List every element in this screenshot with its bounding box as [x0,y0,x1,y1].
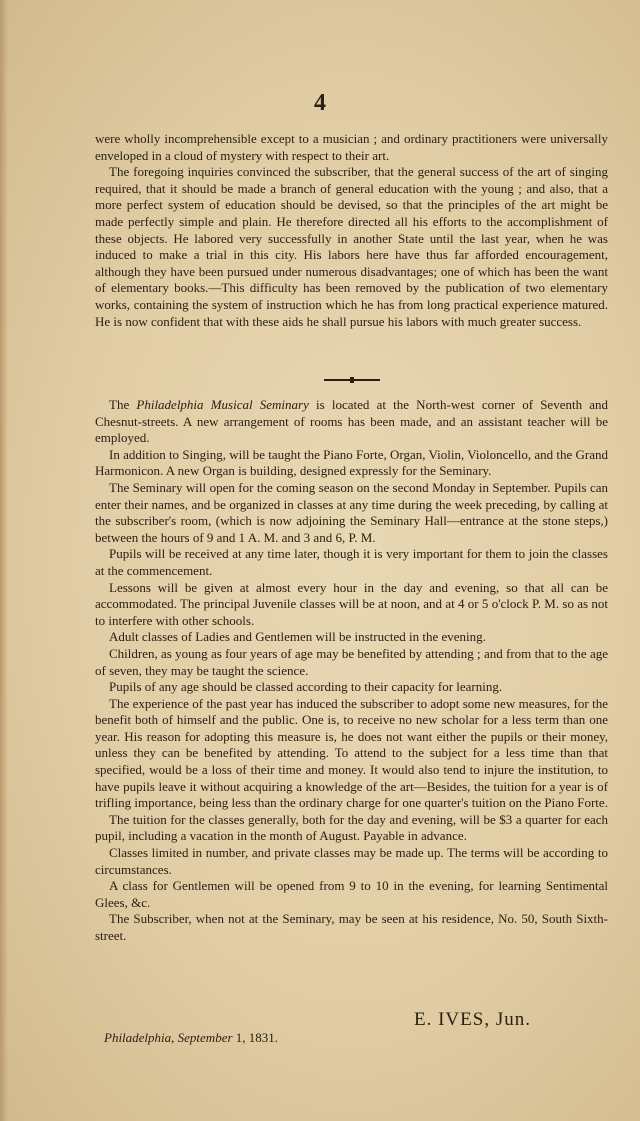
page-edge-shadow [0,0,8,1121]
dateline [104,1030,278,1046]
paragraph: Adult classes of Ladies and Gentlemen will be instructed in the evening. [109,629,486,645]
signature: E. IVES, Jun. [414,1009,531,1030]
paragraph: The Subscriber, when not at the Seminary, may be seen at his residence, No. 50, South Sixth-street. [95,911,608,943]
paragraph: Children, as young as four years of age may be benefited by attending ; and from that to the age of seven, they may be taught the science. [95,645,608,678]
intro-section [95,131,608,330]
page-number: 4 [314,90,326,116]
text-run: The [109,397,137,412]
seminary-name: Philadelphia Musical Seminary [136,397,309,412]
paragraph: Pupils will be received at any time later, though it is very important for them to join the classes at the commencement. [95,546,608,578]
seminary-notice [95,397,608,945]
paragraph: The tuition for the classes generally, both for the day and evening, will be $3 a quarter for each pupil, including a vacation in the month of August. Payable in advance. [95,811,608,844]
paragraph: The foregoing inquiries convinced the subscriber, that the general success of the art of singing required, that it should be made a branch of general education with the young ; and also, that a more perfect system of education should be devised, so that the principles of the art might be made perfectly simple and plain. He therefore directed all his efforts to the accomplishment of these objects. He labored very successfully in another State until the last year, when he was induced to make a trial in this city. His labors here have thus far afforded encouragement, although they have been pursued under numerous disadvantages; one of which has been the want of elementary books.—This difficulty has been removed by the publication of two elementary works, containing the system of instruction which he has from long practical experience matured. He is now confident that with these aids he shall pursue his labors with much greater success. [95,164,608,329]
text-run: is located at the North-west corner of Seventh and Chesnut-streets. A new arrangement of rooms has been made, and an assistant teacher will be employed. [95,397,609,446]
paragraph: The experience of the past year has induced the subscriber to adopt some new measures, for the benefit both of himself and the public. One is, to receive no new scholar for a less term than one year. His reason for adopting this measure is, he does not want either the pupils or their money, unless they can be benefited by attending. To attend to the subject for a less time than that specified, would be a loss of their time and money. It would also tend to injure the institution, to have pupils leave it without acquiring a knowledge of the art—Besides, the tuition for a year is of trifling importance, being less than the ordinary charge for one quarter's tuition on the Piano Forte. [95,695,608,811]
paragraph: The Seminary will open for the coming season on the second Monday in September. Pupils can enter their names, and be organized in classes at any time during the week preceding, by calling at the subscriber's room, (which is now adjoining the Seminary Hall—entrance at the stone steps,) between the hours of 9 and 1 A. M. and 3 and 6, P. M. [95,479,608,545]
paragraph [95,397,608,447]
dateline-place: Philadelphia, September [104,1030,233,1045]
paragraph: In addition to Singing, will be taught the Piano Forte, Organ, Violin, Violoncello, and the Grand Harmonicon. A new Organ is building, designed expressly for the Seminary. [95,446,608,479]
paragraph: were wholly incomprehensible except to a musician ; and ordinary practitioners were universally enveloped in a cloud of mystery with respect to their art. [95,131,608,163]
paragraph: Pupils of any age should be classed according to their capacity for learning. [109,679,503,695]
paragraph: Classes limited in number, and private classes may be made up. The terms will be according to circumstances. [95,845,608,877]
paragraph: Lessons will be given at almost every hour in the day and evening, so that all can be accommodated. The principal Juvenile classes will be at noon, and at 4 or 5 o'clock P. M. so as not to interfere with other schools. [95,579,608,628]
paragraph: A class for Gentlemen will be opened from 9 to 10 in the evening, for learning Sentimental Glees, &c. [95,878,608,910]
section-divider [324,379,380,381]
dateline-day: 1, 1831. [232,1030,279,1045]
